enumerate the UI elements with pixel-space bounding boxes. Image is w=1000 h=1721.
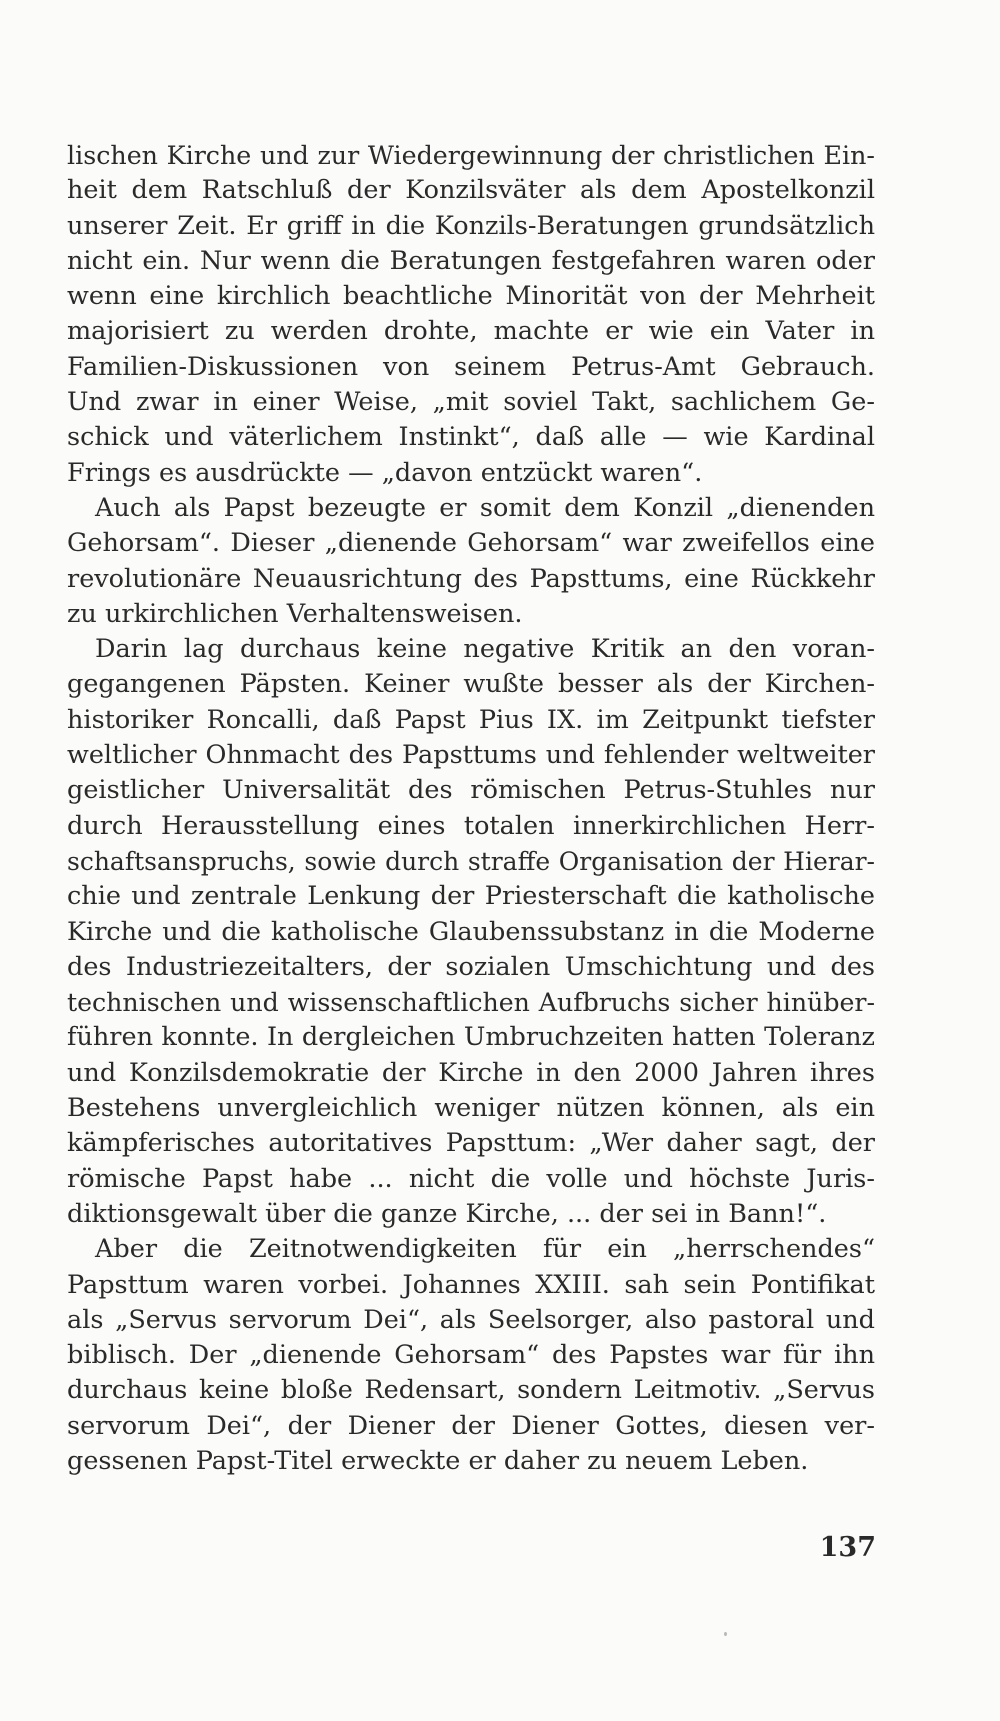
text-line: weltlicher Ohnmacht des Papsttums und fehlender weltweiter [67, 740, 875, 771]
text-line: Auch als Papst bezeugte er somit dem Konzil „dienenden [95, 492, 875, 523]
text-line: des Industriezeitalters, der sozialen Umschichtung und des [67, 951, 875, 982]
text-line: heit dem Ratschluß der Konzilsväter als dem Apostelkonzil [67, 175, 875, 206]
text-line: Aber die Zeitnotwendigkeiten für ein „herrschendes“ [95, 1234, 875, 1265]
text-line: lischen Kirche und zur Wiedergewinnung der christlichen Ein- [67, 140, 875, 170]
paragraph [67, 632, 875, 1232]
text-line: gegangenen Päpsten. Keiner wußte besser als der Kirchen- [67, 669, 875, 700]
text-line: nicht ein. Nur wenn die Beratungen festgefahren waren oder [67, 245, 875, 276]
text-line: führen konnte. In dergleichen Umbruchzeiten hatten Toleranz [67, 1022, 875, 1053]
text-line: Frings es ausdrückte — „davon entzückt waren“. [67, 457, 703, 488]
page-number: 137 [819, 1532, 876, 1563]
text-line: majorisiert zu werden drohte, machte er wie ein Vater in [67, 316, 875, 347]
text-line: römische Papst habe ... nicht die volle und höchste Juris- [67, 1163, 875, 1194]
paragraph [67, 491, 875, 632]
text-line: schick und väterlichem Instinkt“, daß alle — wie Kardinal [67, 422, 875, 453]
text-line: zu urkirchlichen Verhaltensweisen. [67, 598, 523, 629]
text-line: Gehorsam“. Dieser „dienende Gehorsam“ war zweifellos eine [67, 528, 875, 559]
text-line: kämpferisches autoritatives Papsttum: „Wer daher sagt, der [67, 1128, 875, 1159]
text-line: Familien-Diskussionen von seinem Petrus-Amt Gebrauch. [67, 351, 875, 382]
text-line: diktionsgewalt über die ganze Kirche, ... der sei in Bann!“. [67, 1198, 827, 1229]
text-line: unserer Zeit. Er griff in die Konzils-Beratungen grundsätzlich [67, 210, 875, 241]
text-line: wenn eine kirchlich beachtliche Minorität von der Mehrheit [67, 281, 875, 312]
text-line: Bestehens unvergleichlich weniger nützen können, als ein [67, 1093, 875, 1124]
text-line: biblisch. Der „dienende Gehorsam“ des Papstes war für ihn [67, 1340, 875, 1371]
text-line: und Konzilsdemokratie der Kirche in den 2000 Jahren ihres [67, 1057, 875, 1088]
text-line: durchaus keine bloße Redensart, sondern Leitmotiv. „Servus [67, 1375, 875, 1406]
text-line: Darin lag durchaus keine negative Kritik an den voran- [95, 634, 875, 665]
text-line: historiker Roncalli, daß Papst Pius IX. im Zeitpunkt tiefster [67, 704, 875, 735]
body-text [67, 138, 875, 1479]
text-line: technischen und wissenschaftlichen Aufbruchs sicher hinüber- [67, 988, 875, 1018]
text-line: chie und zentrale Lenkung der Priesterschaft die katholische [67, 881, 875, 912]
text-line: revolutionäre Neuausrichtung des Papsttums, eine Rückkehr [67, 563, 875, 594]
text-line: durch Herausstellung eines totalen innerkirchlichen Herr- [67, 810, 875, 841]
text-line: geistlicher Universalität des römischen Petrus-Stuhles nur [67, 775, 875, 806]
paragraph [67, 138, 875, 491]
text-line: Kirche und die katholische Glaubenssubstanz in die Moderne [67, 916, 875, 947]
text-line: servorum Dei“, der Diener der Diener Gottes, diesen ver- [67, 1410, 875, 1441]
text-line: als „Servus servorum Dei“, als Seelsorger, also pastoral und [67, 1304, 875, 1335]
text-line: Und zwar in einer Weise, „mit soviel Takt, sachlichem Ge- [67, 387, 875, 418]
paragraph [67, 1232, 875, 1479]
text-line: schaftsanspruchs, sowie durch straffe Organisation der Hierar- [67, 846, 875, 876]
paper-speck [724, 1632, 727, 1636]
text-line: Papsttum waren vorbei. Johannes XXIII. sah sein Pontifikat [67, 1269, 875, 1300]
text-line: gessenen Papst-Titel erweckte er daher zu neuem Leben. [67, 1445, 809, 1476]
